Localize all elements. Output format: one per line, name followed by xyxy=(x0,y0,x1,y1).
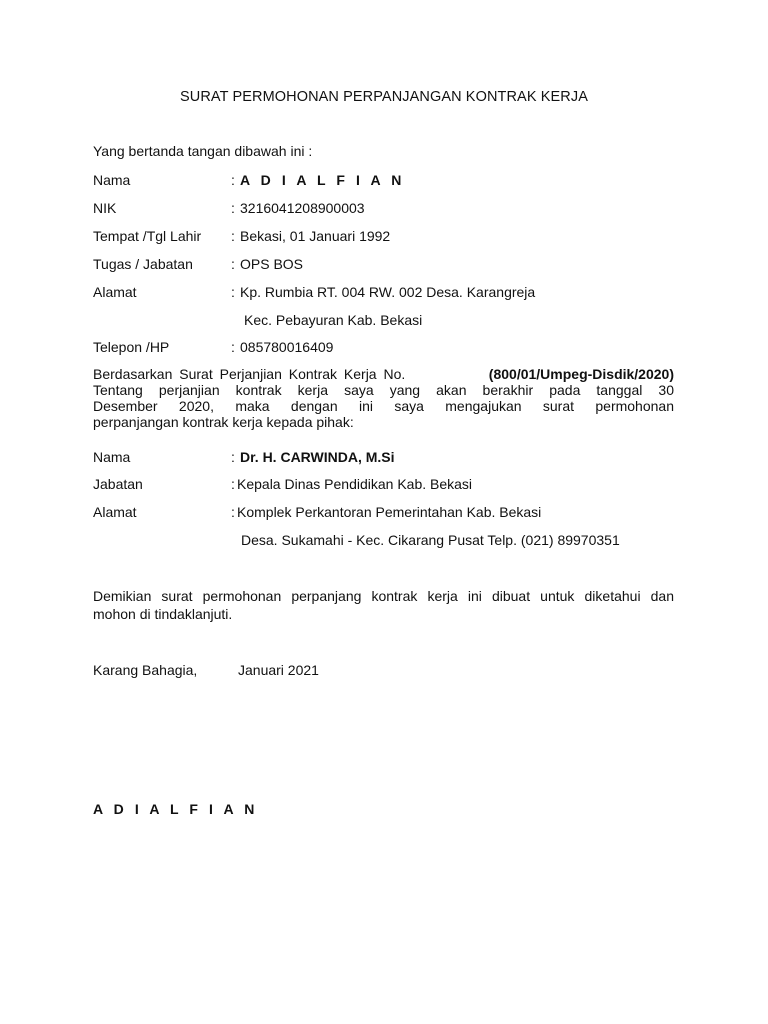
letter-place: Karang Bahagia, xyxy=(93,662,198,678)
applicant-nik-label: NIK xyxy=(93,200,117,216)
applicant-name-label: Nama xyxy=(93,172,131,188)
colon: : xyxy=(231,200,235,216)
letter-title: SURAT PERMOHONAN PERPANJANGAN KONTRAK KERJA xyxy=(180,89,588,105)
applicant-address-value-2: Kec. Pebayuran Kab. Bekasi xyxy=(244,312,423,328)
recipient-position-label: Jabatan xyxy=(93,476,143,492)
applicant-job-label: Tugas / Jabatan xyxy=(93,256,193,272)
applicant-name-value: A D I A L F I A N xyxy=(240,172,405,188)
closing-line-1: Demikian surat permohonan perpanjang kontrak kerja ini dibuat untuk diketahui dan xyxy=(93,588,674,604)
applicant-phone-label: Telepon /HP xyxy=(93,339,170,355)
applicant-job-value: OPS BOS xyxy=(240,256,304,272)
recipient-address-value-1: Komplek Perkantoran Pemerintahan Kab. Bekasi xyxy=(237,504,542,520)
body-line-1-text: Berdasarkan Surat Perjanjian Kontrak Kerja No. xyxy=(93,366,406,382)
colon: : xyxy=(231,339,235,355)
colon: : xyxy=(231,476,235,492)
recipient-address-value-2: Desa. Sukamahi - Kec. Cikarang Pusat Telp. (021) 89970351 xyxy=(241,532,620,548)
colon: : xyxy=(231,172,235,188)
closing-line-2: mohon di tindaklanjuti. xyxy=(93,606,233,622)
colon: : xyxy=(231,256,235,272)
applicant-birth-label: Tempat /Tgl Lahir xyxy=(93,228,202,244)
applicant-address-label: Alamat xyxy=(93,284,137,300)
applicant-phone-value: 085780016409 xyxy=(240,339,334,355)
applicant-address-value-1: Kp. Rumbia RT. 004 RW. 002 Desa. Karangreja xyxy=(240,284,536,300)
body-line-2: Tentang perjanjian kontrak kerja saya yang akan berakhir pada tanggal 30 xyxy=(93,382,674,398)
recipient-name-value: Dr. H. CARWINDA, M.Si xyxy=(240,449,395,465)
body-line-4: perpanjangan kontrak kerja kepada pihak: xyxy=(93,414,354,430)
applicant-birth-value: Bekasi, 01 Januari 1992 xyxy=(240,228,391,244)
colon: : xyxy=(231,228,235,244)
body-line-1 xyxy=(93,366,674,382)
intro-text: Yang bertanda tangan dibawah ini : xyxy=(93,143,313,159)
recipient-name-label: Nama xyxy=(93,449,131,465)
contract-reference: (800/01/Umpeg-Disdik/2020) xyxy=(488,366,674,382)
body-line-3: Desember 2020, maka dengan ini saya mengajukan surat permohonan xyxy=(93,398,674,414)
letter-date: Januari 2021 xyxy=(238,662,319,678)
recipient-address-label: Alamat xyxy=(93,504,137,520)
applicant-nik-value: 3216041208900003 xyxy=(240,200,365,216)
colon: : xyxy=(231,284,235,300)
recipient-position-value: Kepala Dinas Pendidikan Kab. Bekasi xyxy=(237,476,473,492)
colon: : xyxy=(231,504,235,520)
signature-name: A D I A L F I A N xyxy=(93,801,258,817)
colon: : xyxy=(231,449,235,465)
